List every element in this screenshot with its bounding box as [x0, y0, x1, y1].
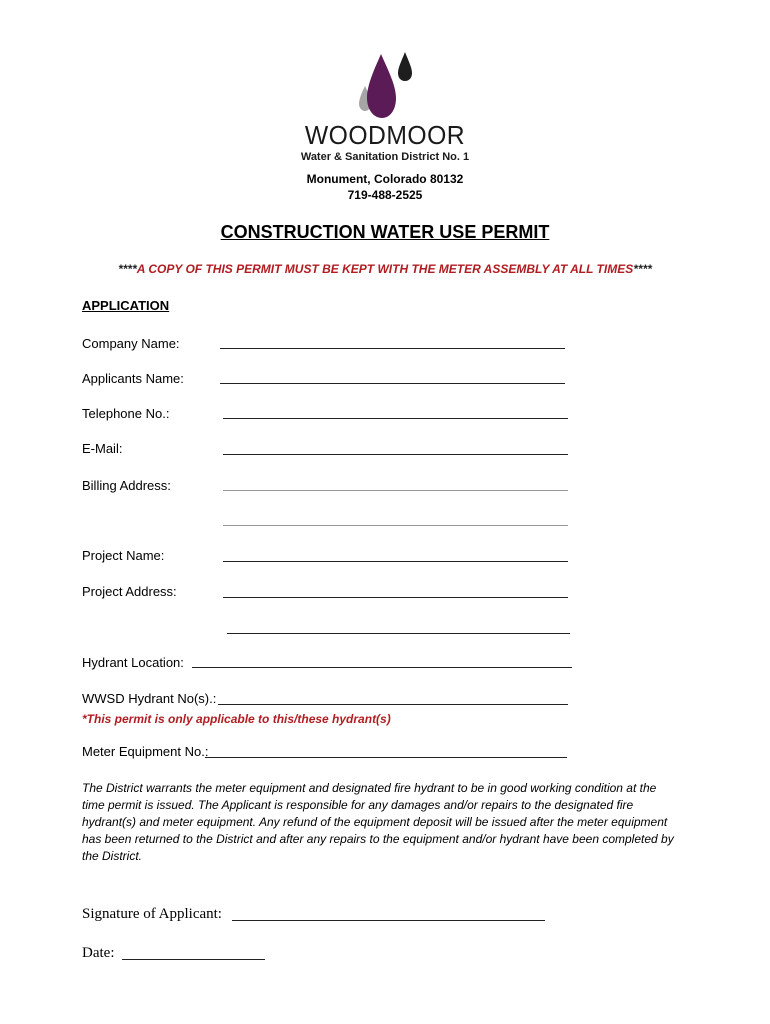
hydrant-numbers-label: WWSD Hydrant No(s).:: [82, 691, 217, 706]
org-subtitle: Water & Sanitation District No. 1: [300, 151, 470, 163]
section-heading: APPLICATION: [82, 298, 170, 313]
notice-suffix: ****: [633, 262, 652, 276]
hydrant-numbers-line[interactable]: [218, 704, 568, 705]
hydrant-location-line[interactable]: [192, 667, 572, 668]
date-line[interactable]: [122, 959, 265, 960]
document-title: CONSTRUCTION WATER USE PERMIT: [220, 222, 550, 242]
org-name: WOODMOOR: [304, 120, 466, 150]
notice-text: A COPY OF THIS PERMIT MUST BE KEPT WITH THE METER ASSEMBLY AT ALL TIMES: [136, 262, 634, 276]
meter-equipment-label: Meter Equipment No.:: [82, 744, 209, 759]
billing-address-label: Billing Address:: [82, 478, 171, 493]
email-label: E-Mail:: [82, 441, 123, 456]
org-phone: 719-488-2525: [347, 188, 423, 202]
project-name-label: Project Name:: [82, 548, 165, 563]
telephone-line[interactable]: [223, 418, 568, 419]
telephone-label: Telephone No.:: [82, 406, 170, 421]
date-label: Date:: [82, 945, 115, 961]
email-line[interactable]: [223, 454, 568, 455]
project-address-line-2[interactable]: [227, 633, 570, 634]
small-black-drop-icon: [398, 52, 412, 81]
org-address: Monument, Colorado 80132: [306, 172, 464, 186]
company-name-line[interactable]: [220, 348, 565, 349]
hydrant-location-label: Hydrant Location:: [82, 655, 184, 670]
billing-address-line-2[interactable]: [223, 525, 568, 526]
large-purple-drop-icon: [367, 54, 396, 118]
meter-equipment-line[interactable]: [205, 757, 567, 758]
company-name-label: Company Name:: [82, 336, 180, 351]
signature-line[interactable]: [232, 920, 545, 921]
billing-address-line-1[interactable]: [223, 490, 568, 491]
hydrant-note: *This permit is only applicable to this/these hydrant(s): [82, 712, 391, 726]
disclaimer-paragraph: The District warrants the meter equipment and designated fire hydrant to be in good working condition at the time permit is issued. The Applicant is responsible for any damages and/or repairs to the designated fire hydrant(s) and meter equipment. Any refund of the equipment deposit will be issued after the meter equipment has been returned to the District and after any repairs to the equipment and/or hydrant have been completed by the District.: [82, 781, 674, 863]
applicants-name-label: Applicants Name:: [82, 371, 184, 386]
project-address-line-1[interactable]: [223, 597, 568, 598]
signature-label: Signature of Applicant:: [82, 906, 222, 922]
notice-prefix: ****: [118, 262, 137, 276]
notice-banner: [0, 262, 770, 276]
project-address-label: Project Address:: [82, 584, 177, 599]
woodmoor-drops-logo: [355, 50, 417, 122]
project-name-line[interactable]: [223, 561, 568, 562]
applicants-name-line[interactable]: [220, 383, 565, 384]
